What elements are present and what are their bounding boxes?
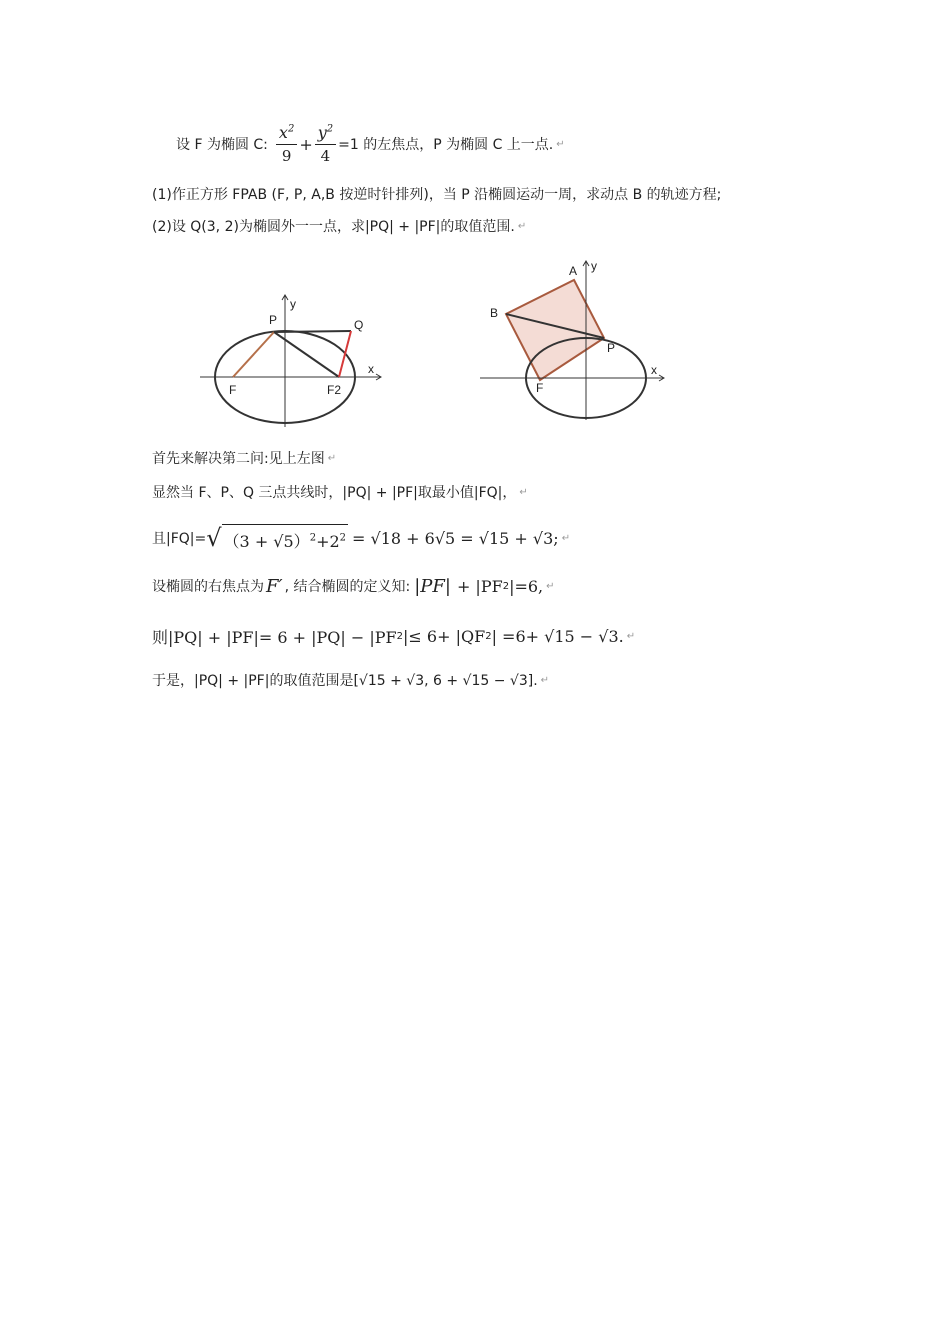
- intro-text-b: =1 的左焦点，P 为椭圆 C 上一点.: [338, 137, 554, 153]
- segment-qf2: [339, 331, 351, 377]
- figure-left-ellipse: [195, 285, 395, 435]
- label-b: B: [490, 306, 499, 320]
- segment-pq: [274, 331, 351, 332]
- question-1: (1)作正方形 FPAB (F, P, A,B 按逆时针排列)，当 P 沿椭圆运动一周，求动点 B 的轨迹方程;: [152, 187, 722, 203]
- solution-line-4: 设椭圆的右焦点为 F′ , 结合椭圆的定义知: |PF| + |PF 2 |=6, ↵: [152, 575, 555, 597]
- solution-line-2: 显然当 F、P、Q 三点共线时，|PQ| + |PF|取最小值|FQ|， ↵: [152, 485, 528, 501]
- sqrt-expression: √ $(3 + √5)^2+2^2$: [206, 524, 347, 552]
- label-f2: F2: [327, 383, 342, 397]
- label-p: P: [269, 313, 278, 327]
- label-x: x: [368, 362, 374, 376]
- label-a: A: [569, 264, 578, 278]
- label-f: F: [536, 381, 544, 395]
- label-y: y: [591, 259, 597, 273]
- fraction-y: $\frac{y^2}{4}$: [315, 123, 336, 165]
- solution-line-6: 于是，|PQ| + |PF|的取值范围是[√15 + √3, 6 + √15 − √3]. ↵: [152, 673, 550, 689]
- question-2: (2)设 Q(3, 2)为椭圆外一一点，求|PQ| + |PF|的取值范围. ↵: [152, 219, 527, 235]
- segment-pf2: [274, 332, 339, 377]
- label-p: P: [607, 341, 616, 355]
- figure-right-square: [478, 255, 678, 430]
- label-f: F: [229, 383, 237, 397]
- label-q: Q: [354, 318, 364, 332]
- solution-line-5: 则|PQ| + |PF|= 6 + |PQ| − |PF 2 |≤ 6+ |QF 2 | =6+ √15 − √3. ↵: [152, 626, 636, 647]
- fraction-x: $\frac{x^2}{9}$: [276, 123, 297, 165]
- segment-pf: [233, 332, 274, 377]
- label-y: y: [290, 297, 296, 311]
- label-x: x: [651, 363, 657, 377]
- intro-text-a: 设 F 为椭圆 C:: [176, 137, 268, 153]
- solution-line-1: 首先来解决第二问:见上左图 ↵: [152, 451, 337, 467]
- solution-line-3: 且|FQ|= √ $(3 + √5)^2+2^2$ = √18 + 6√5 = √15 + √3; ↵: [152, 524, 571, 552]
- problem-intro: 设 F 为椭圆 C: $\frac{x^2}{9}$ + $\frac{y^2}{4}$ =1 的左焦点，P 为椭圆 C 上一点. ↵: [176, 123, 565, 165]
- square-fpab: [506, 280, 604, 380]
